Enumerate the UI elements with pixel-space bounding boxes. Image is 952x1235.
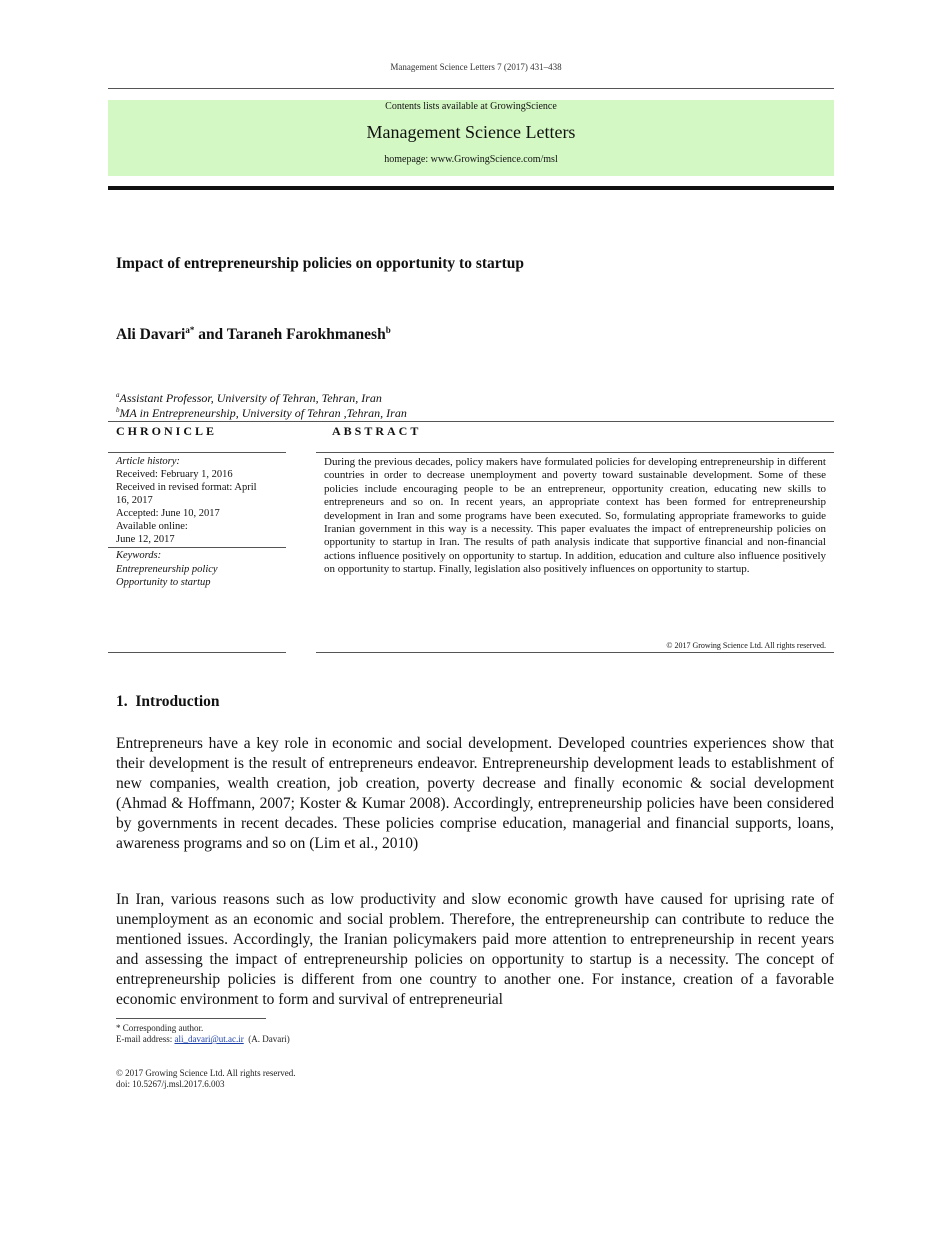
history-line: Received: February 1, 2016 (116, 469, 233, 480)
journal-masthead (108, 100, 834, 176)
author-list (116, 325, 391, 344)
corresponding-author-note: * Corresponding author. (116, 1023, 204, 1033)
footnote-rule (116, 1018, 266, 1019)
author-2-sup: b (385, 325, 391, 335)
history-line: June 12, 2017 (116, 534, 175, 545)
abstract-text: During the previous decades, policy makers have formulated policies for developing entrepreneurship in different countries in order to decrease unemployment and poverty toward sustainable development. Some of these policies include encouraging people to be an entrepreneur, opportunity creation, educating new skills to entrepreneurs and so on. In recent years, an appropriate context has been formed for entrepreneurship development in Iran and some programs have been executed. So, formulating appropriate frameworks to guide Iranian government in this way is a necessity. This paper evaluates the impact of entrepreneurship policies on opportunity to startup in Iran. The results of path analysis indicate that supportive financial and non-financial actions influence positively on opportunity to startup. In addition, education and culture also influence positively on opportunity to startup. Finally, legislation also positively influences on opportunity to startup. (324, 456, 826, 576)
history-line: Received in revised format: April (116, 482, 257, 493)
history-line: 16, 2017 (116, 495, 153, 506)
journal-homepage: homepage: www.GrowingScience.com/msl (384, 154, 558, 165)
author-1-sup: a* (185, 325, 195, 335)
chronicle-heading: CHRONICLE (116, 424, 218, 438)
history-line: Available online: (116, 521, 188, 532)
author-1-name: Ali Davari (116, 326, 186, 344)
info-rule (108, 421, 834, 422)
email-suffix: (A. Davari) (243, 1034, 290, 1044)
keyword-item: Entrepreneurship policy (116, 563, 218, 575)
article-title: Impact of entrepreneurship policies on opportunity to startup (116, 255, 525, 272)
abstract-heading: ABSTRACT (332, 424, 422, 438)
keyword-item: Opportunity to startup (116, 577, 211, 588)
abstract-rule-top (316, 452, 834, 453)
contents-line: Contents lists available at GrowingScience (385, 101, 557, 112)
article-history (116, 455, 282, 546)
history-line: Accepted: June 10, 2017 (116, 508, 220, 519)
email-label: E-mail address: (116, 1034, 175, 1044)
author-joiner: and (194, 326, 227, 344)
chronicle-rule-top (108, 452, 286, 453)
intro-paragraph-2: In Iran, various reasons such as low productivity and slow economic growth have caused for uprising rate of unemployment as an economic and social problem. Therefore, the entrepreneurship can contribute to reduce the mentioned issues. Accordingly, the Iranian policymakers paid more attention to entrepreneurship in recent years and assessing the impact of entrepreneurship policies on opportunity to startup is a necessity. The concept of entrepreneurship policies is different from one country to another one. For instance, creation of a favorable economic environment to form and survival of entrepreneurial (116, 891, 834, 1008)
journal-name: Management Science Letters (366, 122, 576, 142)
running-head: Management Science Letters 7 (2017) 431–438 (390, 62, 562, 72)
affiliation-b (116, 406, 407, 421)
abstract-copyright: © 2017 Growing Science Ltd. All rights reserved. (666, 641, 826, 650)
history-label: Article history: (116, 456, 180, 467)
keywords-label: Keywords: (116, 550, 162, 561)
section-heading-introduction: 1. Introduction (116, 693, 220, 710)
chronicle-rule-bottom (108, 652, 286, 653)
email-link[interactable]: ali_davari@ut.ac.ir (174, 1034, 244, 1044)
affiliation-b-text: MA in Entrepreneurship, University of Tehran ,Tehran, Iran (119, 406, 407, 420)
top-rule (108, 88, 834, 89)
abstract-rule-bottom (316, 652, 834, 653)
doi: doi: 10.5267/j.msl.2017.6.003 (116, 1079, 225, 1089)
affiliation-a-sup: a (116, 391, 120, 399)
keywords-block (116, 549, 282, 590)
affiliation-a (116, 391, 382, 406)
keywords-rule (108, 547, 286, 548)
affiliation-b-sup: b (116, 406, 120, 414)
email-footnote (116, 1034, 290, 1044)
intro-paragraph-1: Entrepreneurs have a key role in economic and social development. Developed countries experiences show that their development is the result of entrepreneurs endeavor. Entrepreneurship development leads to establishment of new companies, wealth creation, job creation, poverty decrease and finally economic & social development (Ahmad & Hoffmann, 2007; Koster & Kumar 2008). Accordingly, entrepreneurship policies have been considered by governments in recent decades. These policies comprise education, managerial and financial supports, loans, awareness programs and so on (Lim et al., 2010) (116, 735, 834, 852)
footer-copyright: © 2017 Growing Science Ltd. All rights reserved. (116, 1068, 296, 1078)
author-2-name: Taraneh Farokhmanesh (226, 326, 386, 344)
affiliation-a-text: Assistant Professor, University of Tehran, Tehran, Iran (119, 391, 382, 405)
masthead-rule (108, 186, 834, 190)
